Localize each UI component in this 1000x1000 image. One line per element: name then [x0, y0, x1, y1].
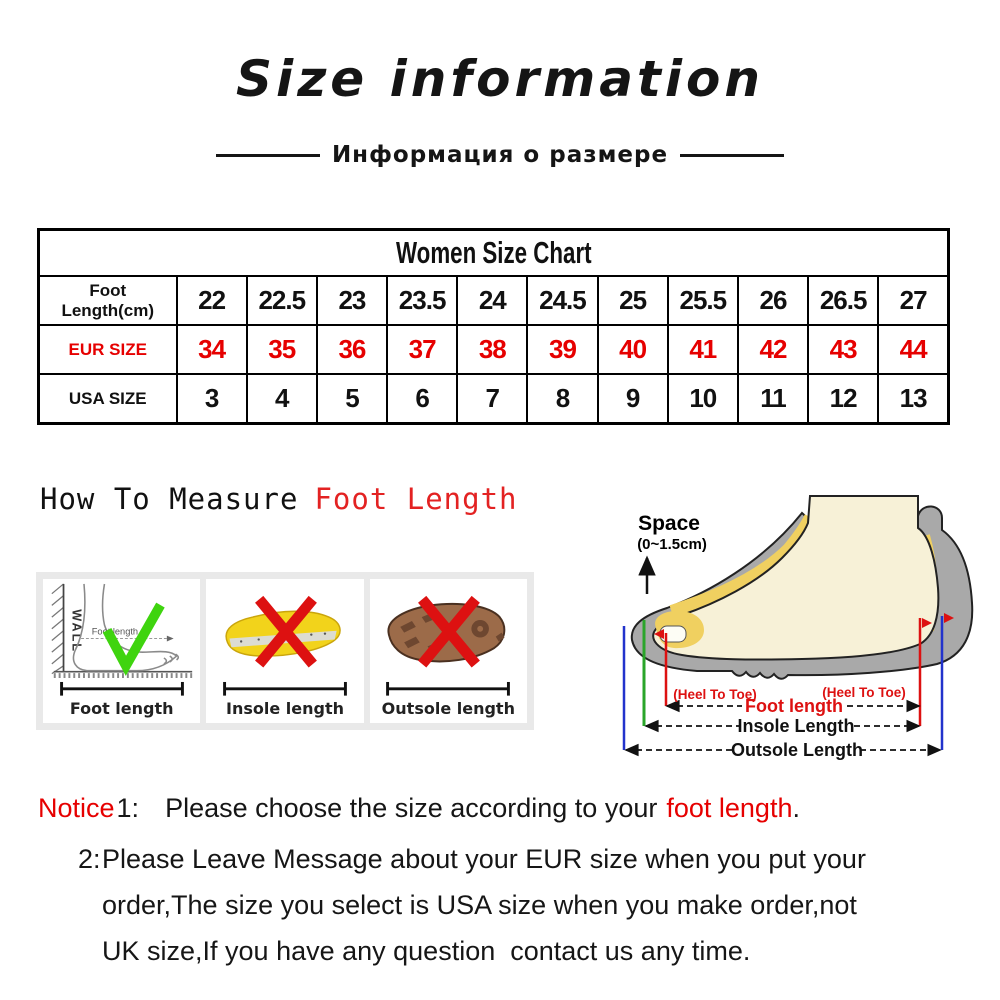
outsole-illustration [373, 582, 523, 681]
size-cell: 25.5 [668, 276, 738, 325]
size-cell: 26 [738, 276, 808, 325]
measure-boxes-strip [36, 572, 534, 730]
size-cell: 34 [177, 325, 247, 374]
notice-item-2-line: UK size,If you have any question contact us any time. [102, 936, 751, 966]
foot-against-wall-illustration [47, 582, 197, 681]
foot-measure-diagram [612, 468, 994, 781]
size-cell: 9 [598, 374, 668, 424]
table-row-eur-size [39, 325, 949, 374]
notice-label: Notice [38, 793, 115, 823]
notice-item-2-number: 2: [78, 844, 101, 874]
size-cell: 40 [598, 325, 668, 374]
wall-hatch [51, 584, 63, 674]
outsole-length-box [370, 579, 527, 723]
size-cell: 11 [738, 374, 808, 424]
table-title-row [39, 230, 949, 277]
subtitle-text: Информация о размере [331, 142, 669, 168]
size-cell: 8 [527, 374, 597, 424]
size-cell: 3 [177, 374, 247, 424]
measure-heading-black: How To Measure [40, 482, 299, 516]
space-label: Space [638, 512, 700, 535]
size-cell: 13 [878, 374, 948, 424]
size-cell: 7 [457, 374, 527, 424]
size-cell: 12 [808, 374, 878, 424]
notice-section [38, 786, 978, 974]
subtitle [0, 142, 1000, 168]
notice-item-1 [38, 786, 978, 830]
size-cell: 24.5 [527, 276, 597, 325]
notice-item-1-highlight: foot length [666, 793, 793, 823]
size-cell: 38 [457, 325, 527, 374]
size-cell: 22.5 [247, 276, 317, 325]
size-cell: 23 [317, 276, 387, 325]
size-cell: 42 [738, 325, 808, 374]
measure-heading-red: Foot Length [314, 482, 518, 516]
box-caption: Insole length [226, 699, 344, 718]
box-caption: Outsole length [381, 699, 515, 718]
table-row-usa-size [39, 374, 949, 424]
measure-bracket [219, 681, 351, 697]
size-cell: 10 [668, 374, 738, 424]
subtitle-left-rule [216, 154, 320, 157]
outsole-length-label: Outsole Length [731, 740, 863, 760]
table-row-foot-length [39, 276, 949, 325]
size-cell: 4 [247, 374, 317, 424]
size-cell: 24 [457, 276, 527, 325]
subtitle-right-rule [680, 154, 784, 157]
notice-item-1-period: . [792, 793, 800, 823]
size-cell: 25 [598, 276, 668, 325]
foot-length-label: Foot length [745, 696, 843, 716]
size-cell: 41 [668, 325, 738, 374]
notice-item-2-line: order,The size you select is USA size when you make order,not [102, 890, 857, 920]
size-cell: 5 [317, 374, 387, 424]
size-cell: 26.5 [808, 276, 878, 325]
insole-illustration [210, 582, 360, 681]
box-caption: Foot length [69, 699, 174, 718]
foot-length-box [43, 579, 200, 723]
row-label: Foot Length(cm) [39, 276, 177, 325]
women-size-chart-table [37, 228, 950, 425]
notice-item-1-number: 1: [116, 793, 140, 823]
measure-bracket [382, 681, 514, 697]
measure-bracket [56, 681, 188, 697]
size-cell: 36 [317, 325, 387, 374]
measure-heading [40, 482, 518, 516]
size-cell: 6 [387, 374, 457, 424]
wall-label: WALL [68, 609, 83, 653]
table-title-cell [39, 230, 949, 277]
notice-item-1-text: Please choose the size according to your [165, 793, 658, 823]
size-cell: 22 [177, 276, 247, 325]
insole-length-box [206, 579, 363, 723]
page-title: Size information [236, 50, 764, 108]
row-label: EUR SIZE [39, 325, 177, 374]
row-label: USA SIZE [39, 374, 177, 424]
insole-length-label: Insole Length [737, 716, 855, 736]
heel-to-toe-left-label: (Heel To Toe) [673, 687, 757, 702]
size-cell: 37 [387, 325, 457, 374]
size-cell: 43 [808, 325, 878, 374]
heel-to-toe-right-label: (Heel To Toe) [822, 685, 906, 700]
size-cell: 27 [878, 276, 948, 325]
inner-foot-length-label: Foot length [91, 626, 138, 637]
check-icon [109, 609, 158, 666]
size-cell: 39 [527, 325, 597, 374]
table-title: Women Size Chart [395, 235, 592, 270]
size-cell: 23.5 [387, 276, 457, 325]
space-range-label: (0~1.5cm) [637, 536, 707, 553]
notice-item-2-line: Please Leave Message about your EUR size when you put your [102, 844, 866, 874]
size-cell: 44 [878, 325, 948, 374]
size-cell: 35 [247, 325, 317, 374]
notice-item-2 [38, 836, 978, 974]
